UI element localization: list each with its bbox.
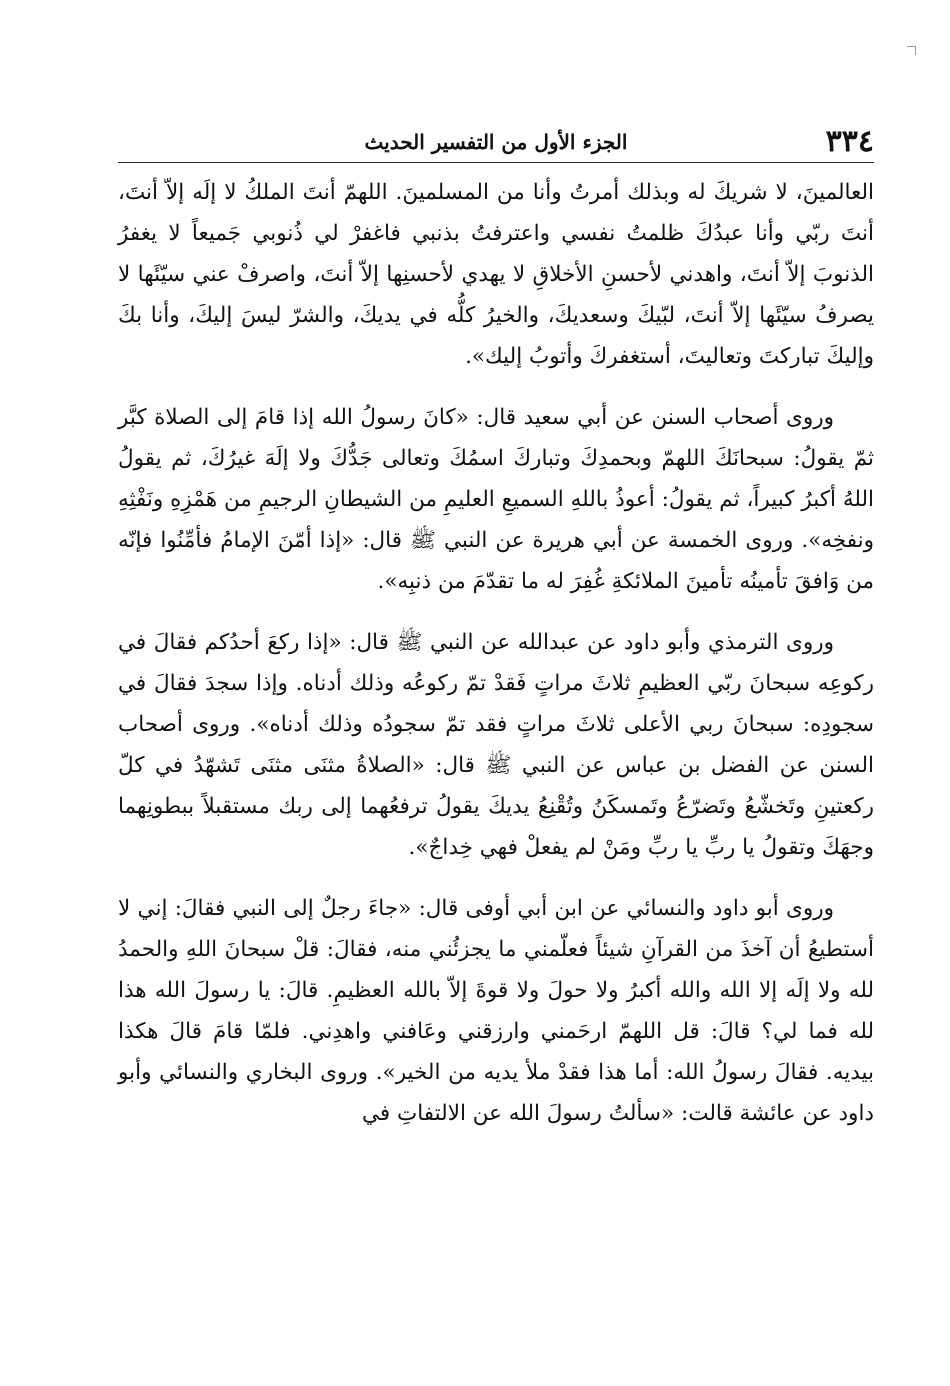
paragraph-4: وروى أبو داود والنسائي عن ابن أبي أوفى قال: «جاءَ رجلٌ إلى النبي فقالَ: إني لا أستطيعُ أن آخذَ من القرآنِ شيئاً فعلّمني ما يجزئُني منه، فقالَ: قلْ سبحانَ اللهِ والحمدُ لله ولا إلَه إلا الله والله أكبرُ ولا حولَ ولا قوةَ إلاّ بالله العظيمِ. قالَ: يا رسولَ الله هذا لله فما لي؟ قالَ: قل اللهمّ ارحَمني وارزقني وعَافني واهدِني. فلمّا قامَ قالَ هكذا بيديه. فقالَ رسولُ الله: أما هذا فقدْ ملأ يديه من الخير». وروى البخاري والنسائي وأبو داود عن عائشة قالت: «سألتُ رسولَ الله عن الالتفاتِ في bbox=[118, 896, 874, 1126]
body-text bbox=[118, 172, 874, 1134]
page-number: ٣٣٤ bbox=[825, 124, 874, 159]
paragraph-2: وروى أصحاب السنن عن أبي سعيد قال: «كانَ رسولُ الله إذا قامَ إلى الصلاة كبَّر ثمّ يقولُ: سبحانَكَ اللهمّ وبحمدِكَ وتباركَ اسمُكَ وتعالى جَدُّكَ ولا إلَهَ غيرُكَ، ثم يقولُ اللهُ أكبرُ كبيراً، ثم يقولُ: أعوذُ باللهِ السميعِ العليمِ من الشيطانِ الرجيمِ من هَمْزِهِ ونَفْثِهِ ونفخِه». وروى الخمسة عن أبي هريرة عن النبي ﷺ قال: «إذا أمّنَ الإمامُ فأمِّنُوا فإنّه من وَافقَ تأمينُه تأمينَ الملائكةِ غُفِرَ له ما تقدّمَ من ذنبِه». bbox=[118, 405, 874, 594]
paragraph-1: العالمينَ، لا شريكَ له وبذلك أمرتُ وأنا من المسلمينَ. اللهمّ أنتَ الملكُ لا إلَه إلاّ أنتَ، أنتَ ربّي وأنا عبدُكَ ظلمتُ نفسي واعترفتُ بذنبي فاغفرْ لي ذُنوبي جَميعاً لا يغفرُ الذنوبَ إلاّ أنتَ، واهدني لأحسنِ الأخلاقِ لا يهدي لأحسنِها إلاّ أنتَ، واصرفْ عني سيّئَها لا يصرفُ سيّئَها إلاّ أنتَ، لبّيكَ وسعديكَ، والخيرُ كلُّه في يديكَ، والشرّ ليسَ إليكَ، وأنا بكَ وإليكَ تباركتَ وتعاليتَ، أستغفركَ وأتوبُ إليك». bbox=[118, 180, 874, 369]
header-rule bbox=[118, 162, 874, 163]
scan-corner-mark bbox=[907, 46, 916, 55]
page-header bbox=[118, 122, 874, 162]
running-title: الجزء الأول من التفسير الحديث bbox=[364, 130, 628, 154]
paragraph-3: وروى الترمذي وأبو داود عن عبدالله عن النبي ﷺ قال: «إذا ركعَ أحدُكم فقالَ في ركوعِه سبحانَ ربّي العظيمِ ثلاثَ مراتٍ فَقدْ تمّ ركوعُه وذلك أدناه. وإذا سجدَ فقالَ في سجودِه: سبحانَ ربي الأعلى ثلاثَ مراتٍ فقد تمّ سجودُه وذلك أدناه». وروى أصحاب السنن عن الفضل بن عباس عن النبي ﷺ قال: «الصلاةُ مثنَى مثنَى تَشهّدُ في كلّ ركعتينِ وتَخشّعُ وتَضرّعُ وتَمسكَنُ وتُقْنِعُ يديكَ يقولُ ترفعُهما إلى ربك مستقبلاً ببطونِهما وجهَكَ وتقولُ يا ربِّ يا ربِّ ومَنْ لم يفعلْ فهي خِداجٌ». bbox=[118, 630, 874, 860]
